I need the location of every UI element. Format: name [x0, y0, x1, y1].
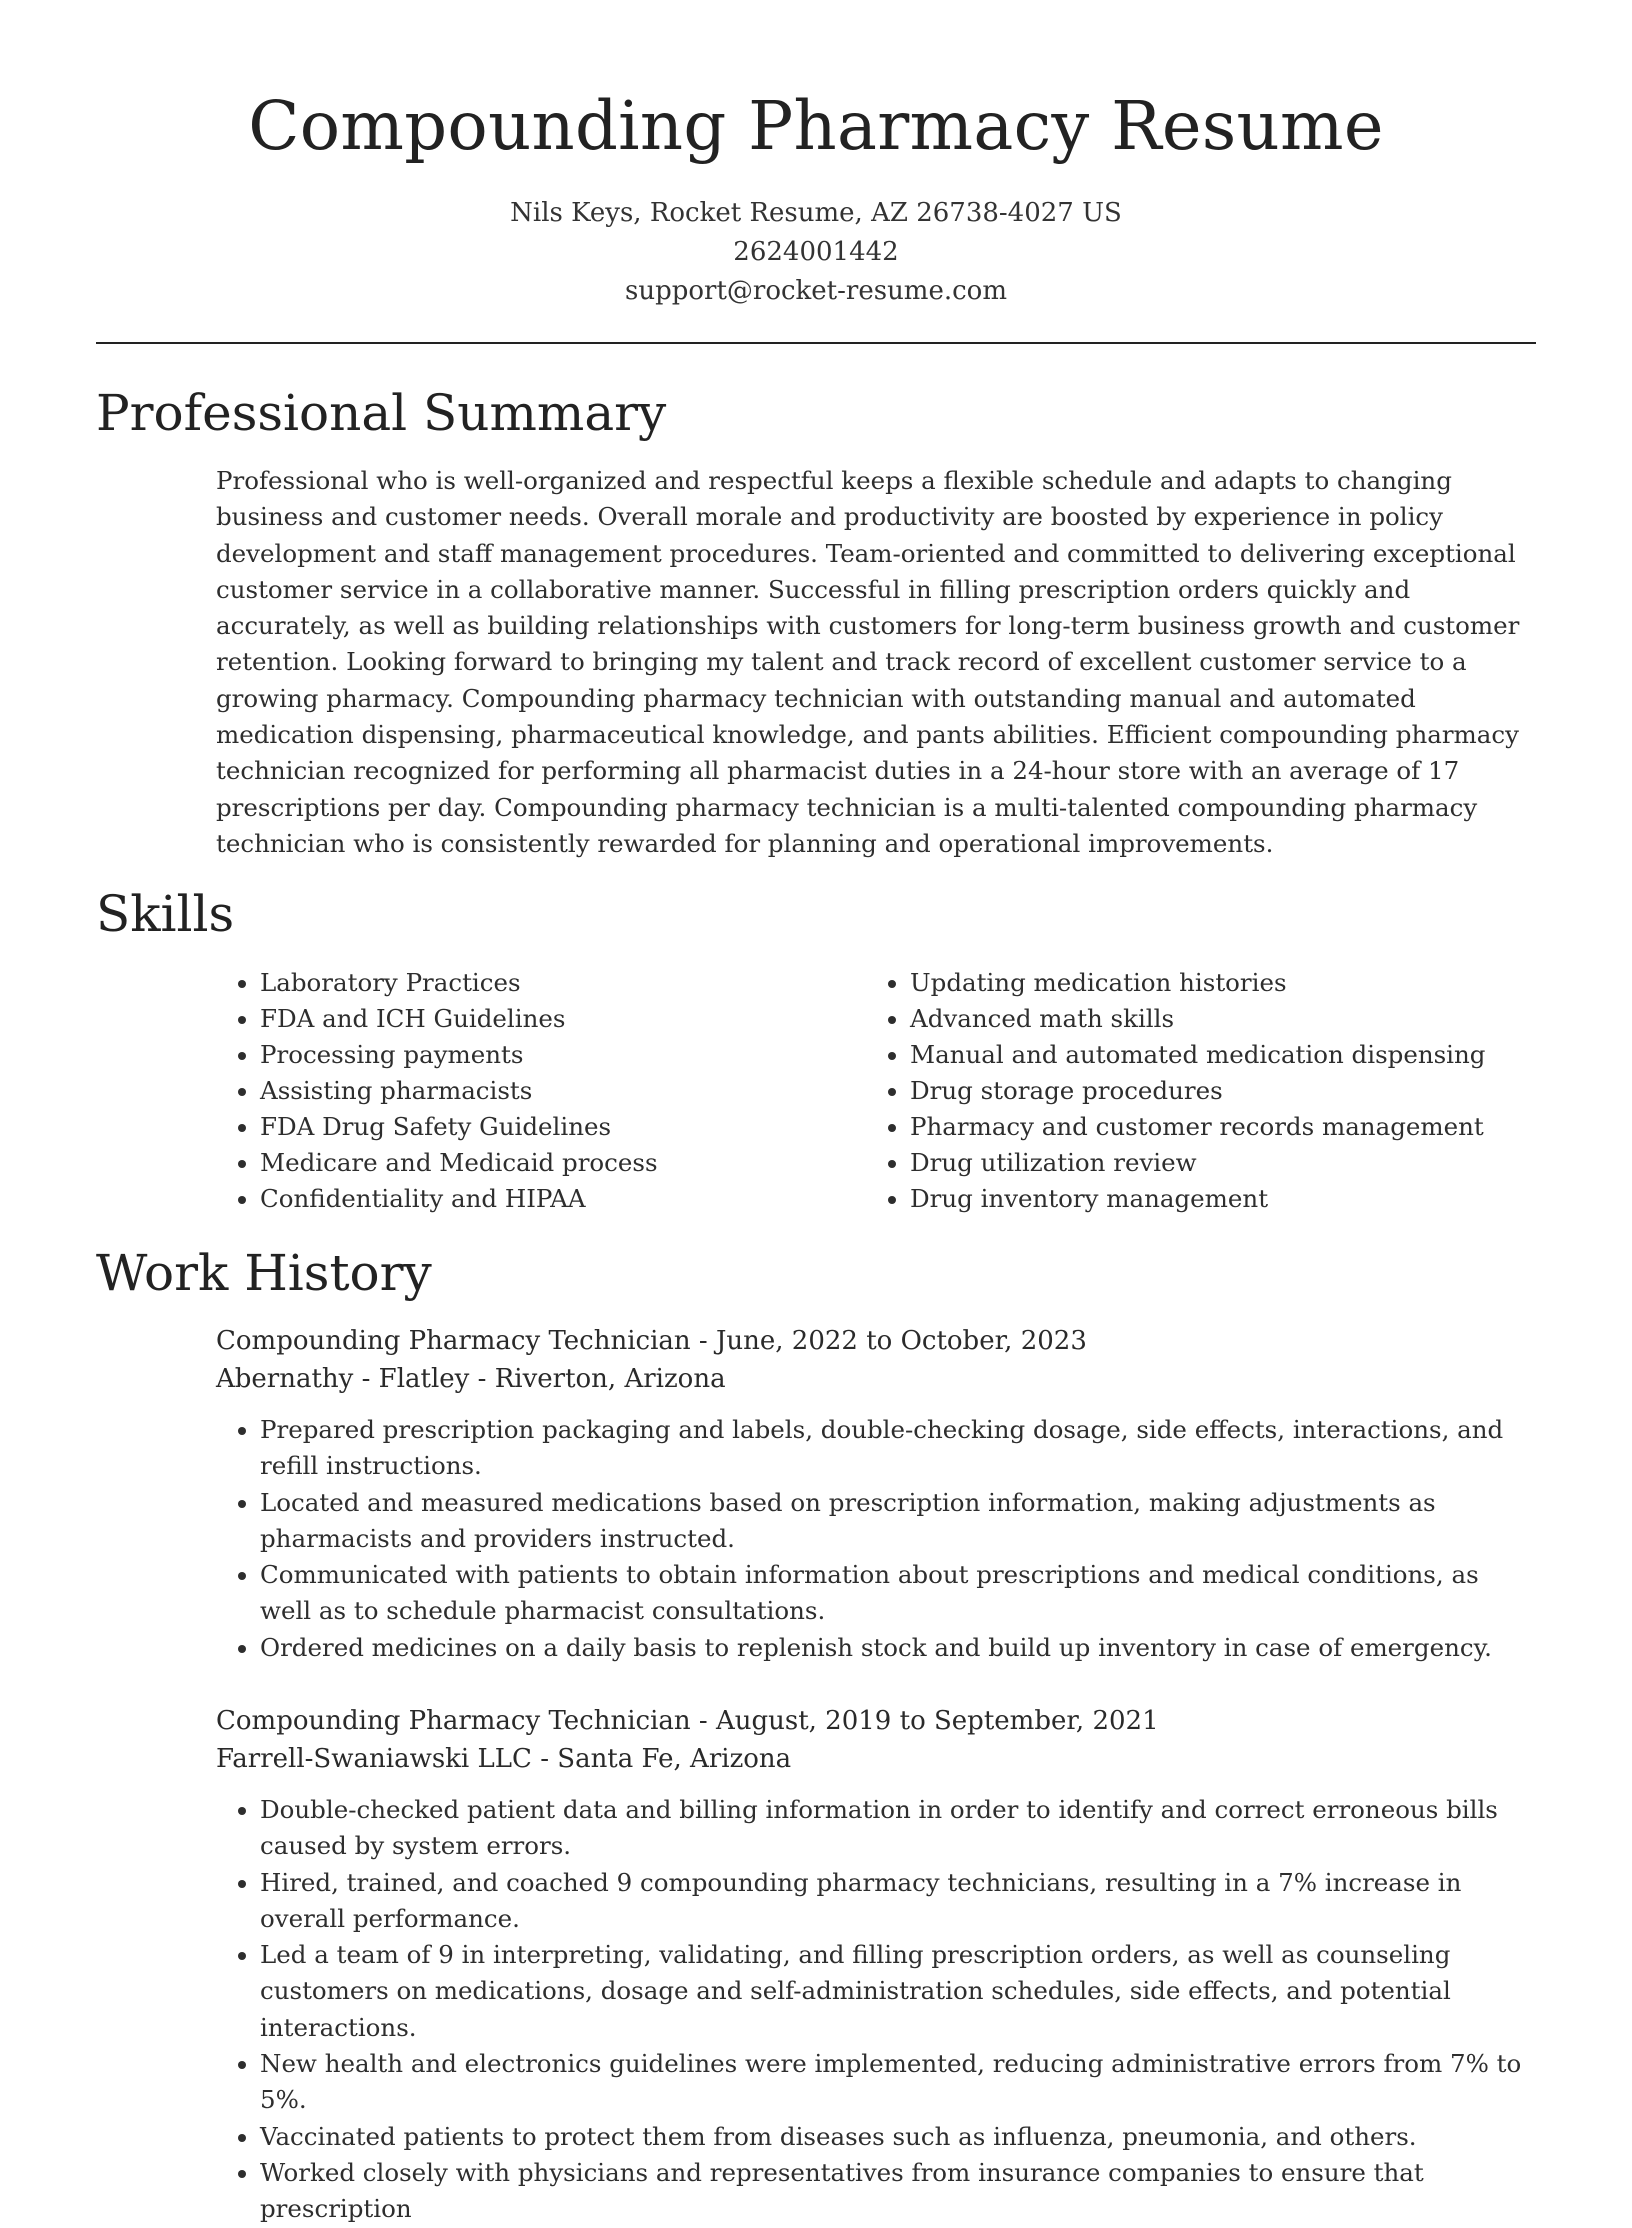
- job-duty: • New health and electronics guidelines were implemented, reducing administrative errors from 7% to 5%.: [260, 2046, 1536, 2119]
- skill-item: • Confidentiality and HIPAA: [260, 1181, 866, 1217]
- job-duties: [216, 1792, 1536, 2228]
- job-duty: • Prepared prescription packaging and labels, double-checking dosage, side effects, interactions, and refill instructions.: [260, 1412, 1536, 1485]
- job-duties: [216, 1412, 1536, 1666]
- skills-list: [216, 965, 1536, 1217]
- job-duty: • Ordered medicines on a daily basis to replenish stock and build up inventory in case of emergency.: [260, 1630, 1536, 1666]
- skill-item: • Manual and automated medication dispensing: [910, 1037, 1530, 1073]
- skill-item: • FDA and ICH Guidelines: [260, 1001, 866, 1037]
- skill-item: • Medicare and Medicaid process: [260, 1145, 866, 1181]
- job-duty: • Vaccinated patients to protect them from diseases such as influenza, pneumonia, and others.: [260, 2119, 1536, 2155]
- job-duty: • Double-checked patient data and billing information in order to identify and correct erroneous bills caused by system errors.: [260, 1792, 1536, 1865]
- skill-item: • Updating medication histories: [910, 965, 1530, 1001]
- skill-item: • Drug inventory management: [910, 1181, 1530, 1217]
- job-location: - Riverton, Arizona: [469, 1364, 726, 1394]
- job-company-line: [216, 1360, 1536, 1398]
- skill-item: • Drug storage procedures: [910, 1073, 1530, 1109]
- contact-email: support@rocket-resume.com: [624, 276, 1007, 306]
- summary-heading: Professional Summary: [96, 384, 667, 442]
- skill-item: • FDA Drug Safety Guidelines: [260, 1109, 866, 1145]
- skill-item: • Processing payments: [260, 1037, 866, 1073]
- job-duty: • Communicated with patients to obtain information about prescriptions and medical conditions, as well as to schedule pharmacist consultations.: [260, 1557, 1536, 1630]
- job-entry-2: [216, 1702, 1536, 2228]
- skill-item: • Pharmacy and customer records management: [910, 1109, 1530, 1145]
- contact-address: Nils Keys, Rocket Resume, AZ 26738-4027 US: [510, 198, 1122, 228]
- job-duty: • Hired, trained, and coached 9 compounding pharmacy technicians, resulting in a 7% increase in overall performance.: [260, 1865, 1536, 1938]
- work-history-heading: Work History: [96, 1244, 432, 1302]
- job-duty: • Located and measured medications based on prescription information, making adjustments as pharmacists and providers instructed.: [260, 1485, 1536, 1558]
- job-title: Compounding Pharmacy Technician: [216, 1706, 691, 1736]
- resume-header: [0, 0, 1632, 311]
- skill-item: • Advanced math skills: [910, 1001, 1530, 1037]
- job-title: Compounding Pharmacy Technician: [216, 1326, 691, 1356]
- skill-item: • Drug utilization review: [910, 1145, 1530, 1181]
- job-company: Abernathy - Flatley: [216, 1364, 470, 1394]
- job-entry-1: [216, 1322, 1536, 1666]
- skills-heading: Skills: [96, 885, 235, 943]
- job-duty: • Worked closely with physicians and representatives from insurance companies to ensure that prescription: [260, 2155, 1536, 2228]
- contact-phone: 2624001442: [733, 237, 899, 267]
- summary-text: Professional who is well-organized and respectful keeps a flexible schedule and adapts to changing business and customer needs. Overall morale and productivity are boosted by experience in policy development and staff management procedures. Team-oriented and committed to delivering exceptional customer service in a collaborative manner. Successful in filling prescription orders quickly and accurately, as well as building relationships with customers for long-term business growth and customer retention. Looking forward to bringing my talent and track record of excellent customer service to a growing pharmacy. Compounding pharmacy technician with outstanding manual and automated medication dispensing, pharmaceutical knowledge, and pants abilities. Efficient compounding pharmacy technician recognized for performing all pharmacist duties in a 24-hour store with an average of 17 prescriptions per day. Compounding pharmacy technician is a multi-talented compounding pharmacy technician who is consistently rewarded for planning and operational improvements.: [216, 466, 1520, 858]
- job-title-line: [216, 1702, 1536, 1740]
- contact-info: [0, 194, 1632, 311]
- job-duty: • Led a team of 9 in interpreting, validating, and filling prescription orders, as well as counseling customers on medications, dosage and self-administration schedules, side effects, and potential interactions.: [260, 1937, 1536, 2046]
- job-title-line: [216, 1322, 1536, 1360]
- skill-item: • Assisting pharmacists: [260, 1073, 866, 1109]
- job-dates: - June, 2022 to October, 2023: [690, 1326, 1087, 1356]
- job-company-line: [216, 1740, 1536, 1778]
- job-company: Farrell-Swaniawski LLC: [216, 1744, 532, 1774]
- skill-item: • Laboratory Practices: [260, 965, 866, 1001]
- job-dates: - August, 2019 to September, 2021: [690, 1706, 1159, 1736]
- skills-column-right: [866, 965, 1530, 1217]
- skills-column-left: [216, 965, 866, 1217]
- header-divider: [96, 342, 1536, 344]
- resume-title: Compounding Pharmacy Resume: [248, 87, 1384, 165]
- job-location: - Santa Fe, Arizona: [531, 1744, 792, 1774]
